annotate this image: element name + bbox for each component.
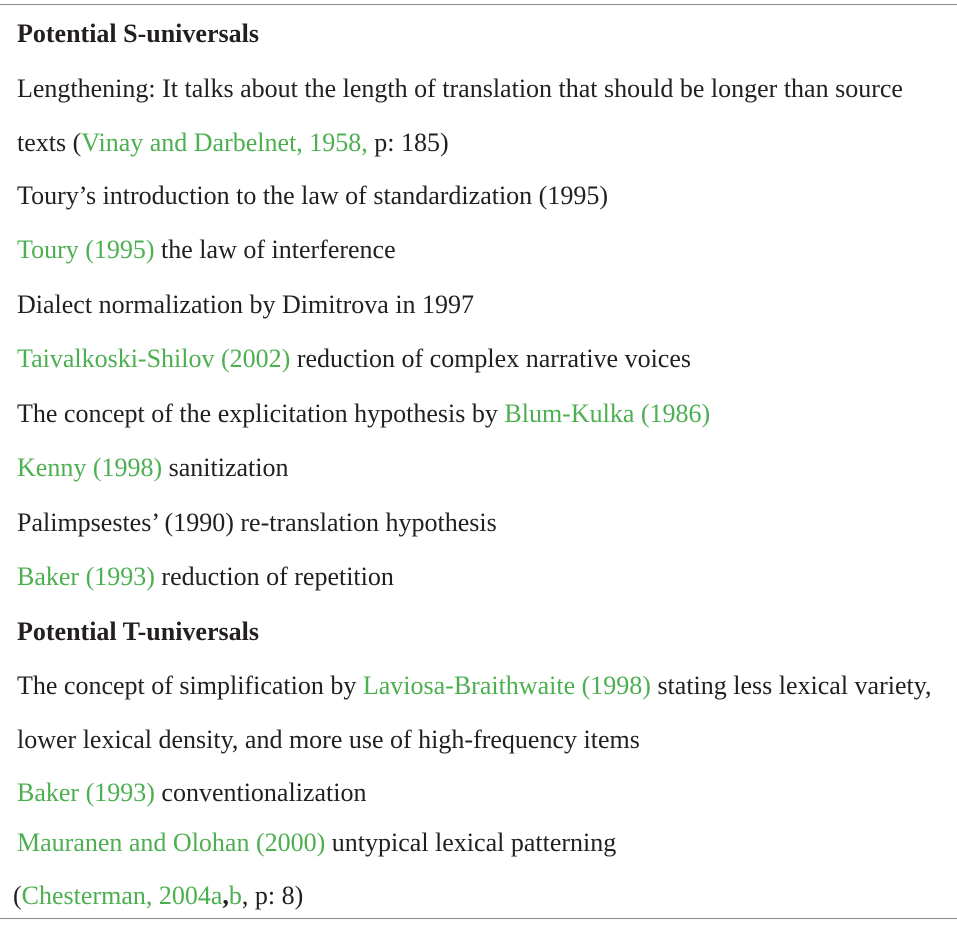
citation-link-chesterman-2004b[interactable]: b [228,881,242,910]
citation-link-taivalkoski-shilov[interactable]: Taivalkoski-Shilov (2002) [17,344,291,373]
kenny-text: sanitization [162,453,289,482]
section-heading-s-universals [17,19,947,49]
lengthening-text: Lengthening: It talks about the length of translation that should be longer than source texts ( [17,74,903,157]
citation-link-chesterman-2004a[interactable]: Chesterman, 2004a [21,881,223,910]
citation-link-mauranen-olohan[interactable]: Mauranen and Olohan (2000) [17,828,326,857]
mauranen-text: untypical lexical patterning [325,828,617,857]
baker-conventionalization-text: conventionalization [154,778,367,807]
table-row-baker-conventionalization [17,778,947,808]
citation-link-vinay-darbelnet[interactable]: Vinay and Darbelnet, 1958, [81,128,368,157]
table-row-dialect [17,290,947,320]
table-source-note [13,881,943,911]
taivalkoski-text: reduction of complex narrative voices [290,344,692,373]
table-row-taivalkoski [17,344,947,374]
citation-link-baker-1993-a[interactable]: Baker (1993) [17,562,155,591]
table-row-simplification [17,659,947,767]
toury-standardization-text: Toury’s introduction to the law of standardization (1995) [17,181,608,210]
table-top-rule [0,4,957,5]
section-heading-t-label: Potential T-universals [17,617,259,646]
citation-link-baker-1993-b[interactable]: Baker (1993) [17,778,155,807]
table-bottom-rule [0,918,957,919]
citation-link-blum-kulka[interactable]: Blum-Kulka (1986) [504,399,711,428]
table-row-explicitation [17,399,947,429]
explicitation-text: The concept of the explicitation hypothesis by [17,399,505,428]
table-row-toury-interference [17,235,947,265]
simplification-description: stating less lexical variety, lower lexical density, and more use of high-frequency items [17,671,932,754]
table-row-toury-standardization [17,181,947,211]
dialect-text: Dialect normalization by Dimitrova in 1997 [17,290,475,319]
toury-interference-text: the law of interference [154,235,396,264]
table-row-palimpsestes [17,508,947,538]
lengthening-page-ref: p: 185) [367,128,449,157]
simplification-text: The concept of simplification by [17,671,363,700]
table-row-lengthening [17,62,947,170]
citation-link-toury-1995[interactable]: Toury (1995) [17,235,155,264]
table-row-baker-repetition [17,562,947,592]
table-row-kenny [17,453,947,483]
source-note-open-paren: ( [13,881,22,910]
palimpsestes-text: Palimpsestes’ (1990) re-translation hypothesis [17,508,497,537]
section-heading-t-universals [17,617,947,647]
citation-link-kenny[interactable]: Kenny (1998) [17,453,163,482]
source-note-separator: , [222,881,229,910]
baker-repetition-text: reduction of repetition [154,562,394,591]
table-row-mauranen [17,828,947,858]
source-note-page-ref: , p: 8) [241,881,304,910]
section-heading-s-label: Potential S-universals [17,19,259,48]
citation-link-laviosa-braithwaite[interactable]: Laviosa-Braithwaite (1998) [362,671,651,700]
